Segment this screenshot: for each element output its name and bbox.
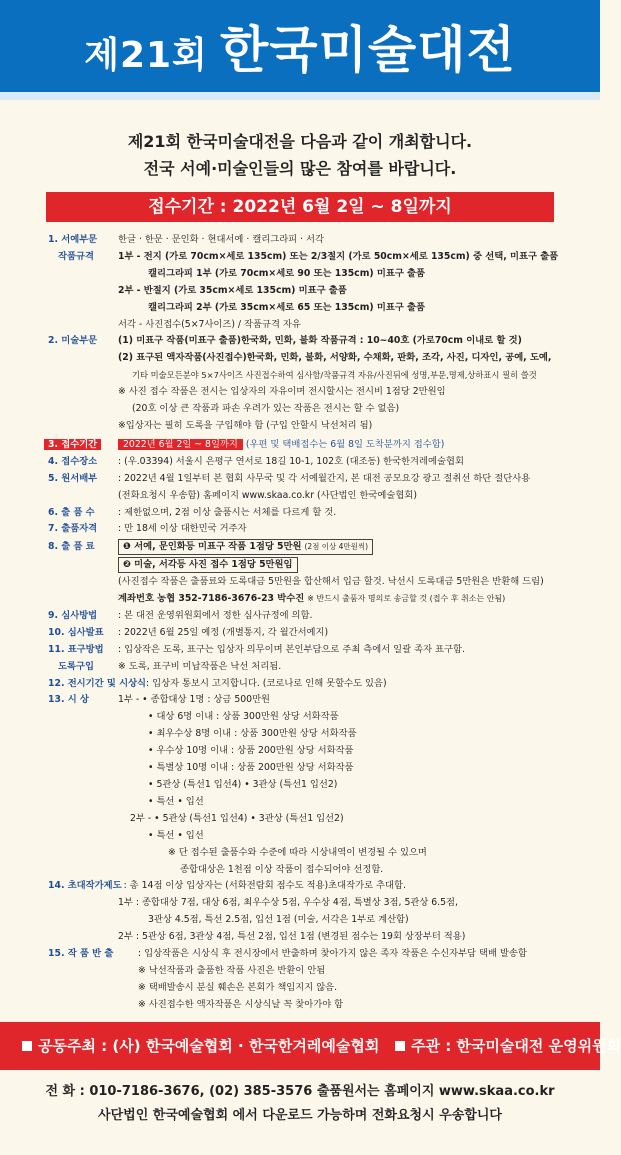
section-value: : 입상작품은 시상식 후 전시장에서 반출하며 찾아가지 않은 족자 작품은 수신자부담 택배 발송함: [138, 948, 527, 960]
section-2-line: [48, 418, 588, 435]
award-line: 1부 - • 종합대상 1명 : 상금 500만원: [118, 694, 271, 706]
award-row: [48, 709, 588, 726]
section-label: 9. 심사방법: [48, 609, 98, 621]
award-line: • 특별상 10명 이내 : 상품 200만원 상당 서화작품: [148, 762, 354, 774]
section-15-line: [48, 963, 588, 980]
section-label: 10. 심사발표: [48, 626, 104, 638]
intro-line-2: 전국 서예·미술인들의 많은 참여를 바랍니다.: [143, 159, 457, 178]
section-label: 2. 미술부문: [48, 335, 98, 347]
section-label: 7. 출품자격: [48, 523, 98, 535]
section-12: [48, 676, 588, 693]
section-value: 기타 미술모든분야 5×7사이즈 사진접수하여 심사함/작품규격 자유/사진뒤에 성명,부문,명제,상하표시 필히 쓸것: [132, 370, 537, 381]
section-value: 서각 - 사진접수(5×7사이즈) / 작품규격 자유: [118, 318, 301, 330]
section-14-line: [48, 912, 588, 929]
section-value: 1부 - 전지 (가로 70cm×세로 135cm) 또는 2/3절지 (가로 50cm×세로 135cm) 중 선택, 미표구 출품: [118, 250, 559, 262]
section-sublabel: 도록구입: [58, 660, 94, 672]
section-value: ※입상자는 필히 도록을 구입해야 함 (구입 안할시 낙선처리 됨): [118, 419, 373, 431]
section-value: ※ 택배발송시 분실 훼손은 본회가 책임지지 않음.: [138, 981, 338, 993]
section-10: [48, 625, 588, 642]
section-value: 한글 · 한문 · 문인화 · 현대서예 · 캘리그라피 · 서각: [118, 234, 324, 245]
organizer-text: 주관 : 한국미술대전 운영위원회: [411, 1037, 621, 1055]
section-2-line: [48, 367, 588, 384]
section-label: 14. 초대작가제도: [48, 880, 122, 892]
section-1: [48, 232, 588, 249]
square-bullet-icon: [22, 1041, 32, 1051]
header-banner: [0, 0, 600, 100]
award-row: [48, 828, 588, 845]
section-1-line: [48, 300, 588, 317]
intro-text: [0, 128, 600, 182]
intro-line-1: 제21회 한국미술대전을 다음과 같이 개최합니다.: [127, 132, 473, 151]
section-2-line: [48, 350, 588, 367]
section-value: ※ 사진접수한 액자작품은 시상식날 꼭 찾아가야 함: [138, 998, 344, 1010]
section-label: 4. 접수장소: [48, 455, 98, 467]
section-value: : 제한없으며, 2점 이상 출품시는 서체를 다르게 할 것.: [118, 506, 337, 518]
section-2-line: [48, 384, 588, 401]
section-value: (사진접수 작품은 출품료와 도록대금 5만원을 합산해서 입금 할것. 낙선시 도록대금 5만원은 반환해 드림): [118, 576, 544, 588]
section-label: 5. 원서배부: [48, 472, 98, 484]
award-row: [48, 811, 588, 828]
award-line: 2부 - • 5관상 (특선1 입선4) • 3관상 (특선1 입선2): [130, 812, 344, 824]
section-7: [48, 521, 588, 538]
award-line: • 우수상 10명 이내 : 상품 200만원 상당 서화작품: [148, 745, 354, 757]
section-8-line: [48, 574, 588, 591]
section-value: ※ 사진 접수 작품은 전시는 입상자의 자유이며 전시할시는 전시비 1점당 2만원임: [118, 386, 446, 398]
section-8: [48, 539, 588, 556]
section-1-line: [48, 283, 588, 300]
section-11: [48, 642, 588, 659]
section-2-line: [48, 401, 588, 418]
page-title: [0, 0, 600, 106]
section-label: 3. 접수기간: [44, 439, 101, 450]
section-11-line: [48, 659, 588, 676]
fee-line-1-note: (2점 이상 4만원씩): [304, 542, 369, 552]
section-value: 3관상 4.5점, 특선 2.5점, 입선 1점 (미술, 서각은 1부로 계산함): [148, 914, 409, 926]
award-row: [48, 794, 588, 811]
award-row: [48, 726, 588, 743]
bank-account: 계좌번호 농협 352-7186-3676-23 박수진: [118, 593, 305, 605]
section-label: 6. 출 품 수: [48, 506, 95, 518]
section-value: ※ 낙선작품과 출품한 작품 사진은 반환이 안됨: [138, 964, 326, 976]
section-6: [48, 505, 588, 522]
title-main: 한국미술대전: [219, 21, 516, 79]
section-2: [48, 333, 588, 350]
section-3: [48, 437, 588, 454]
section-value: : 2022년 4월 1일부터 본 협회 사무국 및 각 서예월간지, 본 대전 공모요강 광고 절취선 하단 절단사용: [118, 472, 531, 484]
section-14: [48, 878, 588, 895]
award-line: • 대상 6명 이내 : 상품 300만원 상당 서화작품: [148, 711, 339, 723]
section-8-line: [48, 591, 588, 608]
section-label: 15. 작 품 반 출: [48, 948, 114, 960]
section-value: (20호 이상 큰 작품과 파손 우려가 있는 작품은 전시는 할 수 없음): [132, 403, 400, 415]
section-value: 2부 : 5관상 6점, 3관상 4점, 특선 2점, 입선 1점 (변경된 점수는 19회 상장부터 적용): [118, 931, 466, 943]
section-14-line: [48, 895, 588, 912]
period-value: 2022년 6월 2일 ~ 8일까지: [118, 439, 243, 450]
section-5-line: [48, 488, 588, 505]
section-value: : 2022년 6월 25일 예정 (개별통지, 각 월간서예지): [118, 626, 329, 638]
section-value: : 총 14점 이상 입상자는 (서화전람회 점수도 적용)초대작가로 추대함.: [123, 880, 406, 892]
award-row: [48, 862, 588, 879]
section-sublabel: 작품규격: [58, 250, 94, 262]
section-label: 12. 전시기간 및 시상식: [48, 677, 147, 689]
award-row: [48, 777, 588, 794]
award-line: ※ 단 접수된 출품수와 수준에 따라 시상내역이 변경될 수 있으며: [168, 846, 427, 858]
section-value: : 만 18세 이상 대한민국 거주자: [118, 523, 247, 535]
period-note: (우편 및 택배접수는 6월 8일 도착분까지 접수함): [245, 438, 445, 450]
section-1-line: [48, 317, 588, 334]
host-text: 공동주최 : (사) 한국예술협회 · 한국한겨레예술협회: [38, 1037, 380, 1055]
section-value: : 본 대전 운영위원회에서 정한 심사규정에 의함.: [118, 609, 313, 621]
section-15-line: [48, 980, 588, 997]
bank-note: ※ 반드시 출품자 명의로 송금할 것 (접수 후 취소는 안됨): [307, 594, 506, 604]
award-row: [48, 760, 588, 777]
section-label: 1. 서예부문: [48, 234, 98, 245]
award-line: • 최우수상 8명 이내 : 상품 300만원 상당 서화작품: [148, 728, 357, 740]
period-banner: 접수기간 : 2022년 6월 2일 ~ 8일까지: [46, 192, 554, 222]
section-label: 11. 표구방법: [48, 643, 104, 655]
section-15: [48, 946, 588, 963]
section-value: 캘리그라피 2부 (가로 35cm×세로 65 또는 135cm) 미표구 출품: [148, 301, 426, 313]
section-9: [48, 608, 588, 625]
award-line: • 특선 • 입선: [148, 829, 204, 841]
award-line: • 5관상 (특선1 입선4) • 3관상 (특선1 입선2): [148, 779, 338, 790]
section-value: ※ 도록, 표구비 미납작품은 낙선 처리됨.: [118, 660, 282, 672]
section-value: : 입상자 통보시 고지합니다. (코로나로 인해 못할수도 있음): [146, 677, 387, 689]
section-value: : (우.03394) 서울시 은평구 연서로 18길 10-1, 102호 (대조동) 한국한겨레예술협회: [118, 455, 464, 467]
award-row: [48, 845, 588, 862]
section-5: [48, 471, 588, 488]
award-row: [48, 743, 588, 760]
section-14-line: [48, 929, 588, 946]
award-line: 종합대상은 1천점 이상 작품이 접수되어야 선정함.: [180, 863, 384, 875]
section-value: : 입상작은 도록, 표구는 입상자 의무이며 본인부담으로 주최 측에서 일괄 족자 표구함.: [118, 643, 465, 655]
section-1-line: [48, 249, 588, 266]
section-value: 캘리그라피 1부 (가로 70cm×세로 90 또는 135cm) 미표구 출품: [148, 267, 426, 279]
contact-footer: [0, 1080, 600, 1128]
section-value: 2부 - 반절지 (가로 35cm×세로 135cm) 미표구 출품: [118, 284, 347, 296]
fee-line-2: ❷ 미술, 서각등 사진 접수 1점당 5만원임: [118, 557, 298, 573]
section-4: [48, 454, 588, 471]
section-1-line: [48, 266, 588, 283]
fee-line-1: ❶ 서예, 문인화등 미표구 작품 1점당 5만원: [123, 541, 302, 553]
contact-line-2: 사단법인 한국예술협회 에서 다운로드 가능하며 전화요청시 우송합니다: [98, 1108, 502, 1123]
section-value: (전화요청시 우송함) 홈페이지 www.skaa.co.kr (사단법인 한국예술협회): [118, 489, 417, 501]
section-15-line: [48, 997, 588, 1014]
section-value: (1) 미표구 작품(미표구 출품)한국화, 민화, 불화 작품규격 : 10~40호 (가로70cm 이내로 할 것): [118, 335, 522, 347]
section-8-line: [48, 557, 588, 574]
section-value: (2) 표구된 액자작품(사진접수)한국화, 민화, 불화, 서양화, 수채화, 판화, 조각, 사진, 디자인, 공예, 도예,: [118, 352, 552, 364]
award-line: • 특선 • 입선: [148, 795, 204, 807]
section-13: [48, 692, 588, 709]
header-stripe: [0, 92, 600, 100]
contact-line-1: 전 화 : 010-7186-3676, (02) 385-3576 출품원서는 홈페이지 www.skaa.co.kr: [45, 1084, 555, 1099]
organizer-banner: [0, 1022, 621, 1070]
section-label: 13. 시 상: [48, 694, 89, 706]
title-number: 제21회: [84, 35, 208, 76]
section-value: 1부 : 종합대상 7점, 대상 6점, 최우수상 5점, 우수상 4점, 특별상 3점, 5관상 6.5점,: [118, 897, 458, 909]
section-label: 8. 출 품 료: [48, 541, 95, 553]
square-bullet-icon: [395, 1041, 405, 1051]
announcement-body: [48, 232, 588, 1014]
